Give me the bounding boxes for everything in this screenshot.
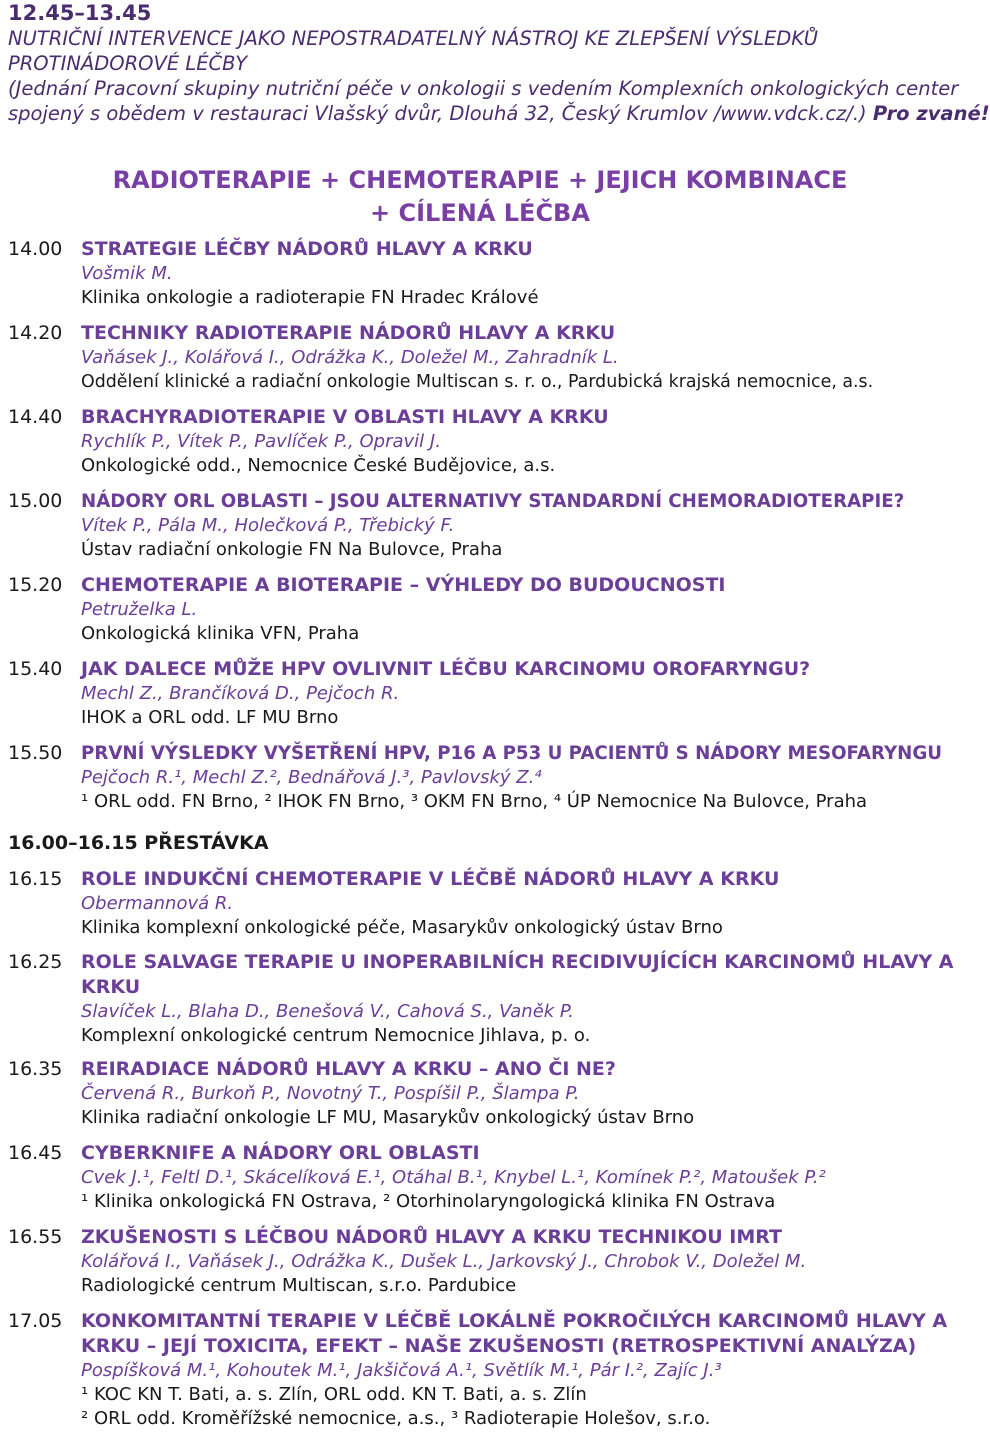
item-authors: Obermannová R.	[81, 893, 234, 914]
item-authors: Kolářová I., Vaňásek J., Odrážka K., Dušek L., Jarkovský J., Chrobok V., Doležel M.	[81, 1251, 807, 1272]
item-time: 17.05	[8, 1310, 63, 1332]
item-time: 16.45	[8, 1142, 63, 1164]
session-note-line-1: (Jednání Pracovní skupiny nutriční péče v onkologii s vedením Komplexních onkologických center	[8, 77, 959, 100]
break-label: 16.00–16.15 PŘESTÁVKA	[8, 832, 269, 854]
item-affiliation: Ústav radiační onkologie FN Na Bulovce, Praha	[81, 539, 503, 560]
item-time: 14.40	[8, 406, 63, 428]
item-title: ZKUŠENOSTI S LÉČBOU NÁDORŮ HLAVY A KRKU TECHNIKOU IMRT	[81, 1226, 782, 1248]
item-affiliation: Klinika radiační onkologie LF MU, Masarykův onkologický ústav Brno	[81, 1107, 695, 1128]
item-authors: Petruželka L.	[81, 599, 198, 620]
item-authors: Vaňásek J., Kolářová I., Odrážka K., Doležel M., Zahradník L.	[81, 347, 619, 368]
item-title: STRATEGIE LÉČBY NÁDORŮ HLAVY A KRKU	[81, 238, 533, 260]
item-time: 15.50	[8, 742, 63, 764]
item-time: 15.40	[8, 658, 63, 680]
invited-only-label: Pro zvané!	[872, 102, 990, 125]
session-title-line-2: PROTINÁDOROVÉ LÉČBY	[8, 52, 248, 75]
item-title: KONKOMITANTNÍ TERAPIE V LÉČBĚ LOKÁLNĚ POKROČILÝCH KARCINOMŮ HLAVY A KRKU – JEJÍ TOXICITA, EFEKT – NAŠE ZKUŠENOSTI (RETROSPEKTIVNÍ ANALÝZA)	[81, 1310, 948, 1357]
item-affiliation: ¹ KOC KN T. Bati, a. s. Zlín, ORL odd. KN T. Bati, a. s. Zlín	[81, 1384, 587, 1405]
item-title: JAK DALECE MŮŽE HPV OVLIVNIT LÉČBU KARCINOMU OROFARYNGU?	[81, 658, 811, 680]
item-title: ROLE SALVAGE TERAPIE U INOPERABILNÍCH RECIDIVUJÍCÍCH KARCINOMŮ HLAVY A KRKU	[81, 951, 954, 998]
item-time: 16.25	[8, 951, 63, 973]
item-title: BRACHYRADIOTERAPIE V OBLASTI HLAVY A KRKU	[81, 406, 609, 428]
item-authors: Vítek P., Pála M., Holečková P., Třebický F.	[81, 515, 455, 536]
item-title: CYBERKNIFE A NÁDORY ORL OBLASTI	[81, 1142, 480, 1164]
section-title-line-1: RADIOTERAPIE + CHEMOTERAPIE + JEJICH KOMBINACE	[112, 166, 848, 194]
item-affiliation: IHOK a ORL odd. LF MU Brno	[81, 707, 339, 728]
item-title: ROLE INDUKČNÍ CHEMOTERAPIE V LÉČBĚ NÁDORŮ HLAVY A KRKU	[81, 868, 780, 890]
session-time: 12.45–13.45	[8, 1, 152, 25]
item-authors: Červená R., Burkoň P., Novotný T., Pospíšil P., Šlampa P.	[81, 1083, 580, 1104]
item-time: 15.20	[8, 574, 63, 596]
item-affiliation: Klinika komplexní onkologické péče, Masarykův onkologický ústav Brno	[81, 917, 723, 938]
item-authors: Slavíček L., Blaha D., Benešová V., Cahová S., Vaněk P.	[81, 1001, 575, 1022]
item-authors: Vošmik M.	[81, 263, 173, 284]
session-header	[8, 26, 990, 126]
item-time: 16.35	[8, 1058, 63, 1080]
item-title: TECHNIKY RADIOTERAPIE NÁDORŮ HLAVY A KRKU	[81, 322, 616, 344]
session-title-line-1: NUTRIČNÍ INTERVENCE JAKO NEPOSTRADATELNÝ NÁSTROJ KE ZLEPŠENÍ VÝSLEDKŮ	[8, 27, 819, 50]
session-note-line-2	[8, 101, 990, 126]
item-affiliation: ¹ Klinika onkologická FN Ostrava, ² Otorhinolaryngologická klinika FN Ostrava	[81, 1191, 776, 1212]
item-title: NÁDORY ORL OBLASTI – JSOU ALTERNATIVY STANDARDNÍ CHEMORADIOTERAPIE?	[81, 491, 905, 512]
item-title: PRVNÍ VÝSLEDKY VYŠETŘENÍ HPV, P16 A P53 U PACIENTŮ S NÁDORY MESOFARYNGU	[81, 743, 943, 764]
item-affiliation: Onkologická klinika VFN, Praha	[81, 623, 360, 644]
item-title: CHEMOTERAPIE A BIOTERAPIE – VÝHLEDY DO BUDOUCNOSTI	[81, 574, 726, 596]
item-affiliation: Onkologické odd., Nemocnice České Budějovice, a.s.	[81, 455, 556, 476]
item-title: REIRADIACE NÁDORŮ HLAVY A KRKU – ANO ČI NE?	[81, 1058, 616, 1080]
item-affiliation: ¹ ORL odd. FN Brno, ² IHOK FN Brno, ³ OKM FN Brno, ⁴ ÚP Nemocnice Na Bulovce, Praha	[81, 791, 868, 812]
item-authors: Pejčoch R.¹, Mechl Z.², Bednářová J.³, Pavlovský Z.⁴	[81, 767, 542, 788]
section-title-line-2: + CÍLENÁ LÉČBA	[370, 199, 590, 227]
section-title	[80, 164, 880, 230]
item-authors: Mechl Z., Brančíková D., Pejčoch R.	[81, 683, 400, 704]
item-affiliation: Oddělení klinické a radiační onkologie Multiscan s. r. o., Pardubická krajská nemocnice, a.s.	[81, 372, 874, 392]
item-authors: Rychlík P., Vítek P., Pavlíček P., Opravil J.	[81, 431, 441, 452]
session-note-text: spojený s obědem v restauraci Vlašský dvůr, Dlouhá 32, Český Krumlov /www.vdck.cz/.)	[8, 102, 867, 125]
item-time: 15.00	[8, 490, 63, 512]
item-affiliation: Klinika onkologie a radioterapie FN Hradec Králové	[81, 287, 539, 308]
item-time: 14.00	[8, 238, 63, 260]
item-affiliation: Komplexní onkologické centrum Nemocnice Jihlava, p. o.	[81, 1025, 591, 1046]
item-authors: Cvek J.¹, Feltl D.¹, Skácelíková E.¹, Otáhal B.¹, Knybel L.¹, Komínek P.², Matoušek P.²	[81, 1167, 826, 1188]
item-time: 14.20	[8, 322, 63, 344]
item-affiliation: ² ORL odd. Kroměřížské nemocnice, a.s., ³ Radioterapie Holešov, s.r.o.	[81, 1408, 711, 1429]
item-affiliation: Radiologické centrum Multiscan, s.r.o. Pardubice	[81, 1275, 517, 1296]
item-authors: Pospíšková M.¹, Kohoutek M.¹, Jakšičová A.¹, Světlík M.¹, Pár I.², Zajíc J.³	[81, 1360, 722, 1381]
item-time: 16.15	[8, 868, 63, 890]
item-time: 16.55	[8, 1226, 63, 1248]
